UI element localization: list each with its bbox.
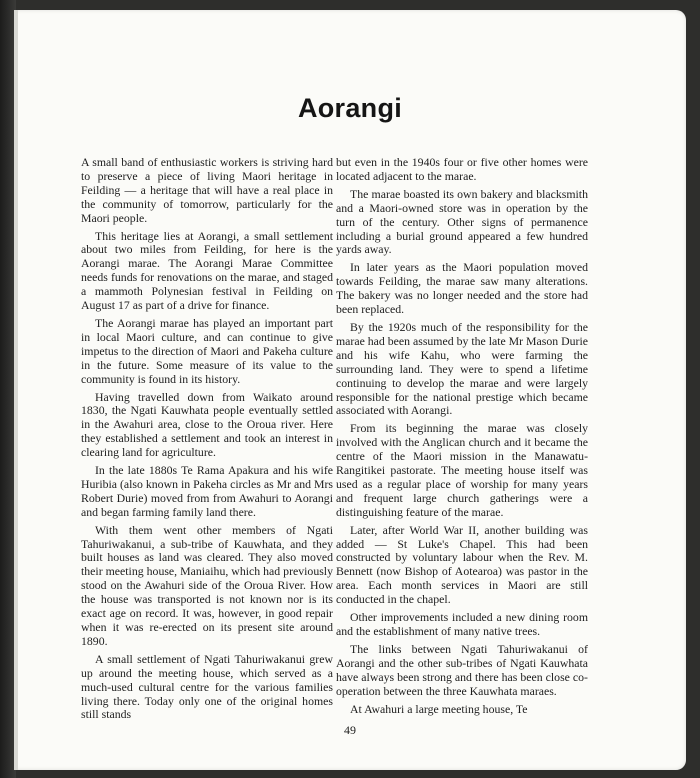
paragraph: The Aorangi marae has played an important part in local Maori culture, and can continue to give impetus to the direction of Maori and Pakeha culture in the future. Some measure of its value to the community is found in its history. — [81, 315, 333, 386]
paragraph: A small band of enthusiastic workers is striving hard to preserve a piece of living Maori heritage in Feilding — a heritage that will have a real place in the community of tomorrow, particularly for the Maori people. — [81, 155, 333, 225]
right-column — [336, 156, 588, 720]
paragraph: By the 1920s much of the responsibility for the marae had been assumed by the late Mr Mason Durie and his wife Kahu, who were farming the surrounding land. They were to spend a lifetime continuing to develop the marae and were largely responsible for the national prestige which became associated with Aorangi. — [336, 319, 588, 418]
left-column — [81, 156, 333, 726]
paragraph: In the late 1880s Te Rama Apakura and his wife Huribia (also known in Pakeha circles as Mr and Mrs Robert Durie) moved from from Awahuri to Aorangi and began farming family land there. — [81, 463, 333, 519]
paragraph: but even in the 1940s four or five other homes were located adjacent to the marae. — [336, 155, 588, 183]
paragraph: The marae boasted its own bakery and blacksmith and a Maori-owned store was in operation by the turn of the century. Other signs of permanence including a burial ground appeared a few hundred yards away. — [336, 186, 588, 257]
paragraph: Other improvements included a new dining room and the establishment of many native trees. — [336, 610, 588, 638]
paragraph: With them went other members of Ngati Tahuriwakanui, a sub-tribe of Kauwhata, and they built houses as land was cleared. They also moved their meeting house, Maniaihu, which had previously stood on the Awahuri side of the Oroua River. How the house was transported is not known nor is its exact age on record. It was, however, in good repair when it was re-erected on its present site around 1890. — [81, 522, 333, 648]
paragraph: Having travelled down from Waikato around 1830, the Ngati Kauwhata people eventually settled in the Awahuri area, close to the Oroua river. Here they established a settlement and took an interest in clearing land for agriculture. — [81, 389, 333, 460]
page-spine — [14, 10, 18, 770]
paragraph: The links between Ngati Tahuriwakanui of Aorangi and the other sub-tribes of Ngati Kauwhata have always been strong and there has been close co-operation between the three Kauwhata maraes. — [336, 641, 588, 698]
paragraph: Later, after World War II, another building was added — St Luke's Chapel. This had been constructed by voluntary labour when the Rev. M. Bennett (now Bishop of Aotearoa) was pastor in the area. Each month services in Maori are still conducted in the chapel. — [336, 522, 588, 607]
page-title: Aorangi — [297, 93, 403, 123]
document-page — [14, 10, 686, 770]
paragraph: From its beginning the marae was closely involved with the Anglican church and it became the centre of the Maori mission in the Manawatu-Rangitikei pastorate. The meeting house itself was used as a regular place of worship for many years and frequent large church gatherings were a distinguishing feature of the marae. — [336, 421, 588, 519]
page-number: 49 — [344, 723, 356, 737]
paragraph: At Awahuri a large meeting house, Te — [350, 701, 528, 716]
paragraph: This heritage lies at Aorangi, a small settlement about two miles from Feilding, for here is the Aorangi marae. The Aorangi Marae Committee needs funds for renovations on the marae, and staged a mammoth Polynesian festival in Feilding on August 17 as part of a drive for finance. — [81, 228, 333, 313]
paragraph: A small settlement of Ngati Tahuriwakanui grew up around the meeting house, which served as a much-used cultural centre for the various families living there. Today only one of the original homes still stands — [81, 651, 333, 722]
paragraph: In later years as the Maori population moved towards Feilding, the marae saw many alterations. The bakery was no longer needed and the store had been replaced. — [336, 260, 588, 317]
